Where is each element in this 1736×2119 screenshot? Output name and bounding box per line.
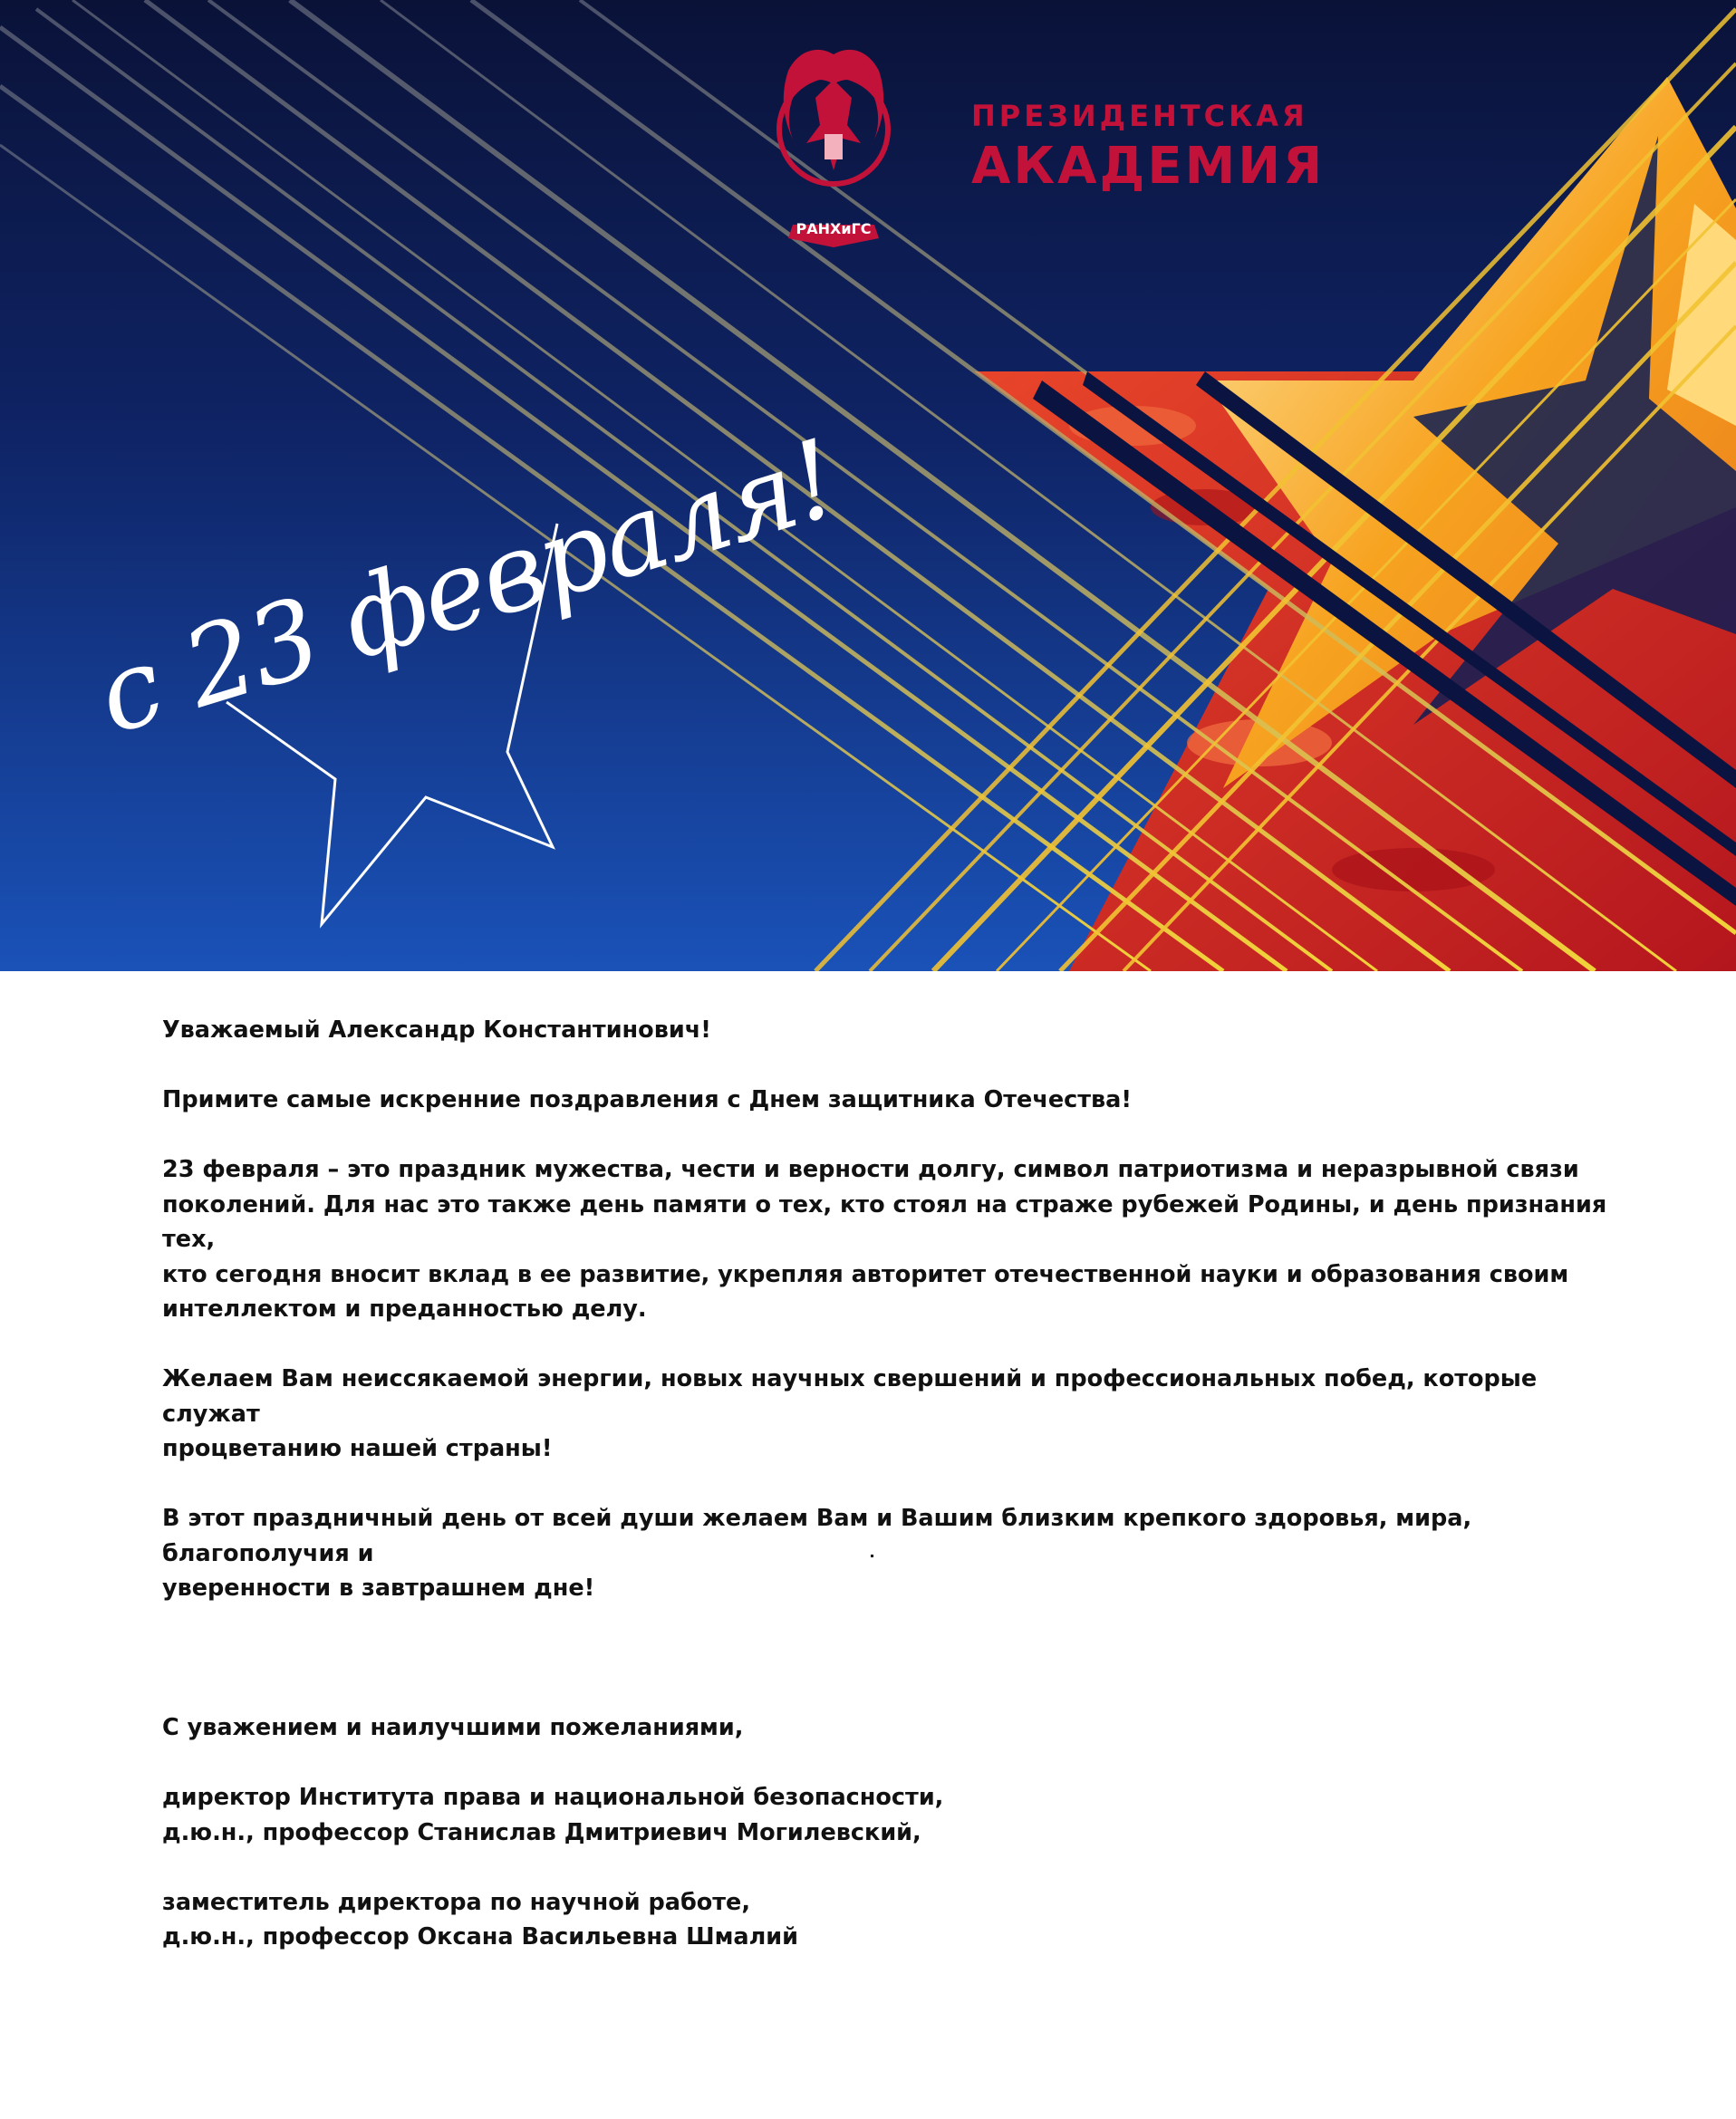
salutation: Уважаемый Александр Константинович! — [162, 1016, 711, 1044]
stray-dot — [871, 1555, 873, 1557]
paragraph-line: процветанию нашей страны! — [162, 1435, 553, 1462]
banner-artwork — [0, 0, 1736, 971]
academy-logo — [971, 99, 1326, 196]
paragraph-line: 23 февраля – это праздник мужества, чести и верности долгу, символ патриотизма и неразрывной связи — [162, 1156, 1579, 1183]
greeting-title: с 23 февраля! — [83, 415, 851, 758]
signer1-name: д.ю.н., профессор Станислав Дмитриевич Могилевский, — [162, 1818, 921, 1846]
paragraph-line: В этот праздничный день от всей души желаем Вам и Вашим близким крепкого здоровья, мира, благополучия и — [162, 1505, 1472, 1567]
signer2-title: заместитель директора по научной работе, — [162, 1888, 751, 1916]
emblem-label: РАНХиГС — [796, 220, 872, 237]
letter-body — [162, 1013, 1612, 1955]
logo-line2: АКАДЕМИЯ — [971, 137, 1326, 196]
signer1-title: директор Института права и национальной безопасности, — [162, 1784, 944, 1811]
signer2-name: д.ю.н., профессор Оксана Васильевна Шмалий — [162, 1923, 799, 1950]
paragraph-line: Желаем Вам неиссякаемой энергии, новых научных свершений и профессиональных побед, которые служат — [162, 1365, 1538, 1428]
closing-line: С уважением и наилучшими пожеланиями, — [162, 1714, 744, 1741]
paragraph-line: кто сегодня вносит вклад в ее развитие, укрепляя авторитет отечественной науки и образования своим — [162, 1260, 1569, 1288]
intro-paragraph: Примите самые искренние поздравления с Днем защитника Отечества! — [162, 1086, 1132, 1113]
paragraph-line: уверенности в завтрашнем дне! — [162, 1575, 595, 1602]
header-banner — [0, 0, 1736, 971]
paragraph-line: поколений. Для нас это также день памяти о тех, кто стоял на страже рубежей Родины, и день признания тех, — [162, 1190, 1607, 1253]
logo-line1: ПРЕЗИДЕНТСКАЯ — [971, 99, 1308, 133]
paragraph-line: интеллектом и преданностью делу. — [162, 1295, 647, 1323]
